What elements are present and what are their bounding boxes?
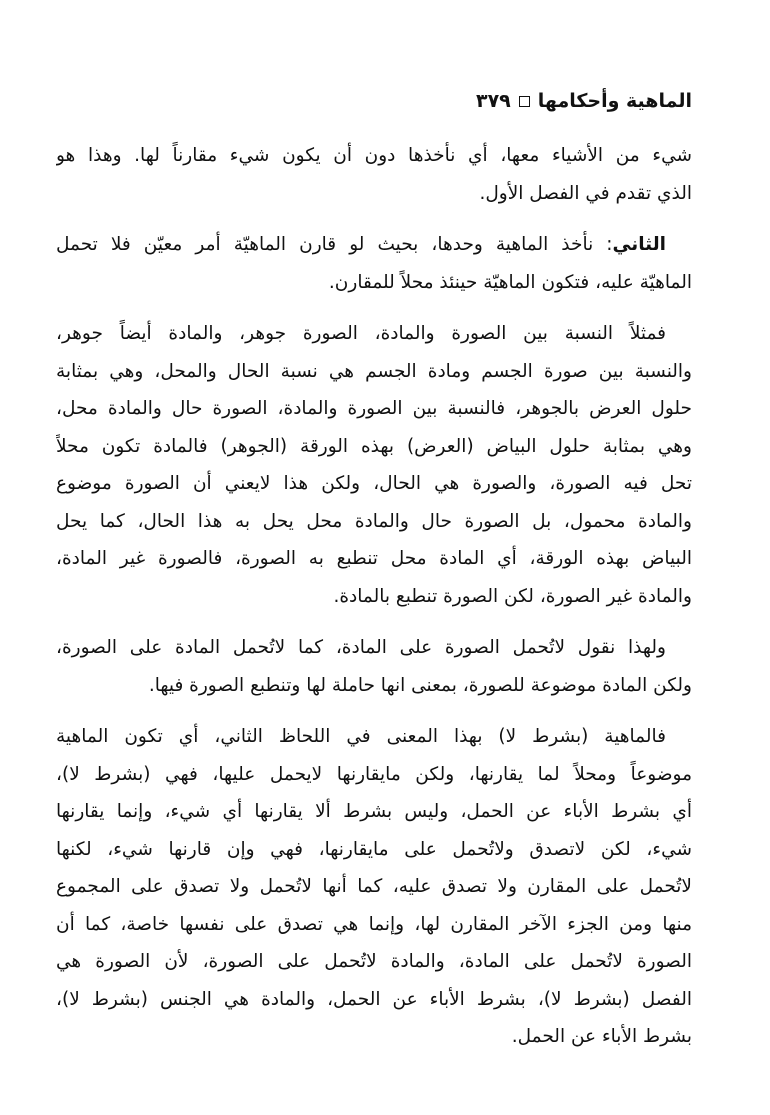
paragraph-3 [56,315,692,615]
text-line: الماهيّة عليه، فتكون الماهيّة حينئذ محلاً للمقارن. [328,271,692,293]
body-text [56,137,692,1070]
text-line: فالماهية (بشرط لا) بهذا المعنى في اللحاظ الثاني، أي تكون الماهية [56,726,666,747]
text-line: وهي بمثابة حلول البياض (العرض) بهذه الورقة (الجوهر) فالمادة تكون محلاً [56,435,692,457]
text-line: حلول العرض بالجوهر، فالنسبة بين الصورة والمادة، الصورة حال والمادة محل، [56,398,692,419]
paragraph-1 [56,137,692,212]
square-separator-icon [519,96,530,107]
text-line: أي بشرط الأباء عن الحمل، وليس بشرط ألا يقارنها أي شيء، وإنما يقارنها [56,801,692,822]
text-line: الفصل (بشرط لا)، بشرط الأباء عن الحمل، والمادة هي الجنس (بشرط لا)، [56,988,692,1010]
text-line: والمادة محمول، بل الصورة حال والمادة محل يحل به هذا الحال، كما يحل [56,510,692,532]
text-line: والمادة غير الصورة، لكن الصورة تنطبع بالمادة. [333,585,692,607]
text-line: الذي تقدم في الفصل الأول. [479,182,692,204]
running-header [476,88,692,114]
paragraph-2 [56,226,692,301]
text-line: شيء من الأشياء معها، أي نأخذها دون أن يكون شيء مقارناً لها. وهذا هو [56,145,692,166]
text-line: فمثلاً النسبة بين الصورة والمادة، الصورة جوهر، والمادة أيضاً جوهر، [56,323,666,344]
running-header-title: الماهية وأحكامها [537,90,692,112]
text-line: لاتُحمل على المقارن ولا تصدق عليه، كما أنها لاتُحمل ولا تصدق على المجموع [56,876,692,897]
text-line: شيء، لكن لاتصدق ولاتُحمل على مايقارنها، فهي وإن قارنها شيء، لكنها [56,838,692,860]
text-line [56,226,692,264]
paragraph-5 [56,718,692,1056]
text-line: ولكن المادة موضوعة للصورة، بمعنى انها حاملة لها وتنطبع الصورة فيها. [148,674,692,696]
text-line: منها ومن الجزء الآخر المقارن لها، وإنما هي تصدق على نفسها خاصة، كما أن [56,913,692,935]
text-line: البياض بهذه الورقة، أي المادة محل تنطبع به الصورة، فالصورة غير المادة، [56,548,692,569]
text-line: والنسبة بين صورة الجسم ومادة الجسم هي نسبة الحال والمحل، وهي بمثابة [56,360,692,382]
section-term: الثاني [612,234,666,255]
page-number: ٣٧٩ [475,90,511,112]
text-segment: : نأخذ الماهية وحدها، بحيث لو قارن الماهيّة أمر معيّن فلا تحمل [56,234,613,255]
text-line: ولهذا نقول لاتُحمل الصورة على المادة، كما لاتُحمل المادة على الصورة، [56,637,666,658]
text-line: الصورة لاتُحمل على المادة، والمادة لاتُحمل على الصورة، لأن الصورة هي [56,951,692,972]
text-line: بشرط الأباء عن الحمل. [511,1026,692,1047]
text-line: تحل فيه الصورة، والصورة هي الحال، ولكن هذا لايعني أن الصورة موضوع [56,473,692,494]
text-line: موضوعاً ومحلاً لما يقارنها، ولكن مايقارنها لايحمل عليها، فهي (بشرط لا)، [56,763,692,785]
paragraph-4 [56,629,692,704]
